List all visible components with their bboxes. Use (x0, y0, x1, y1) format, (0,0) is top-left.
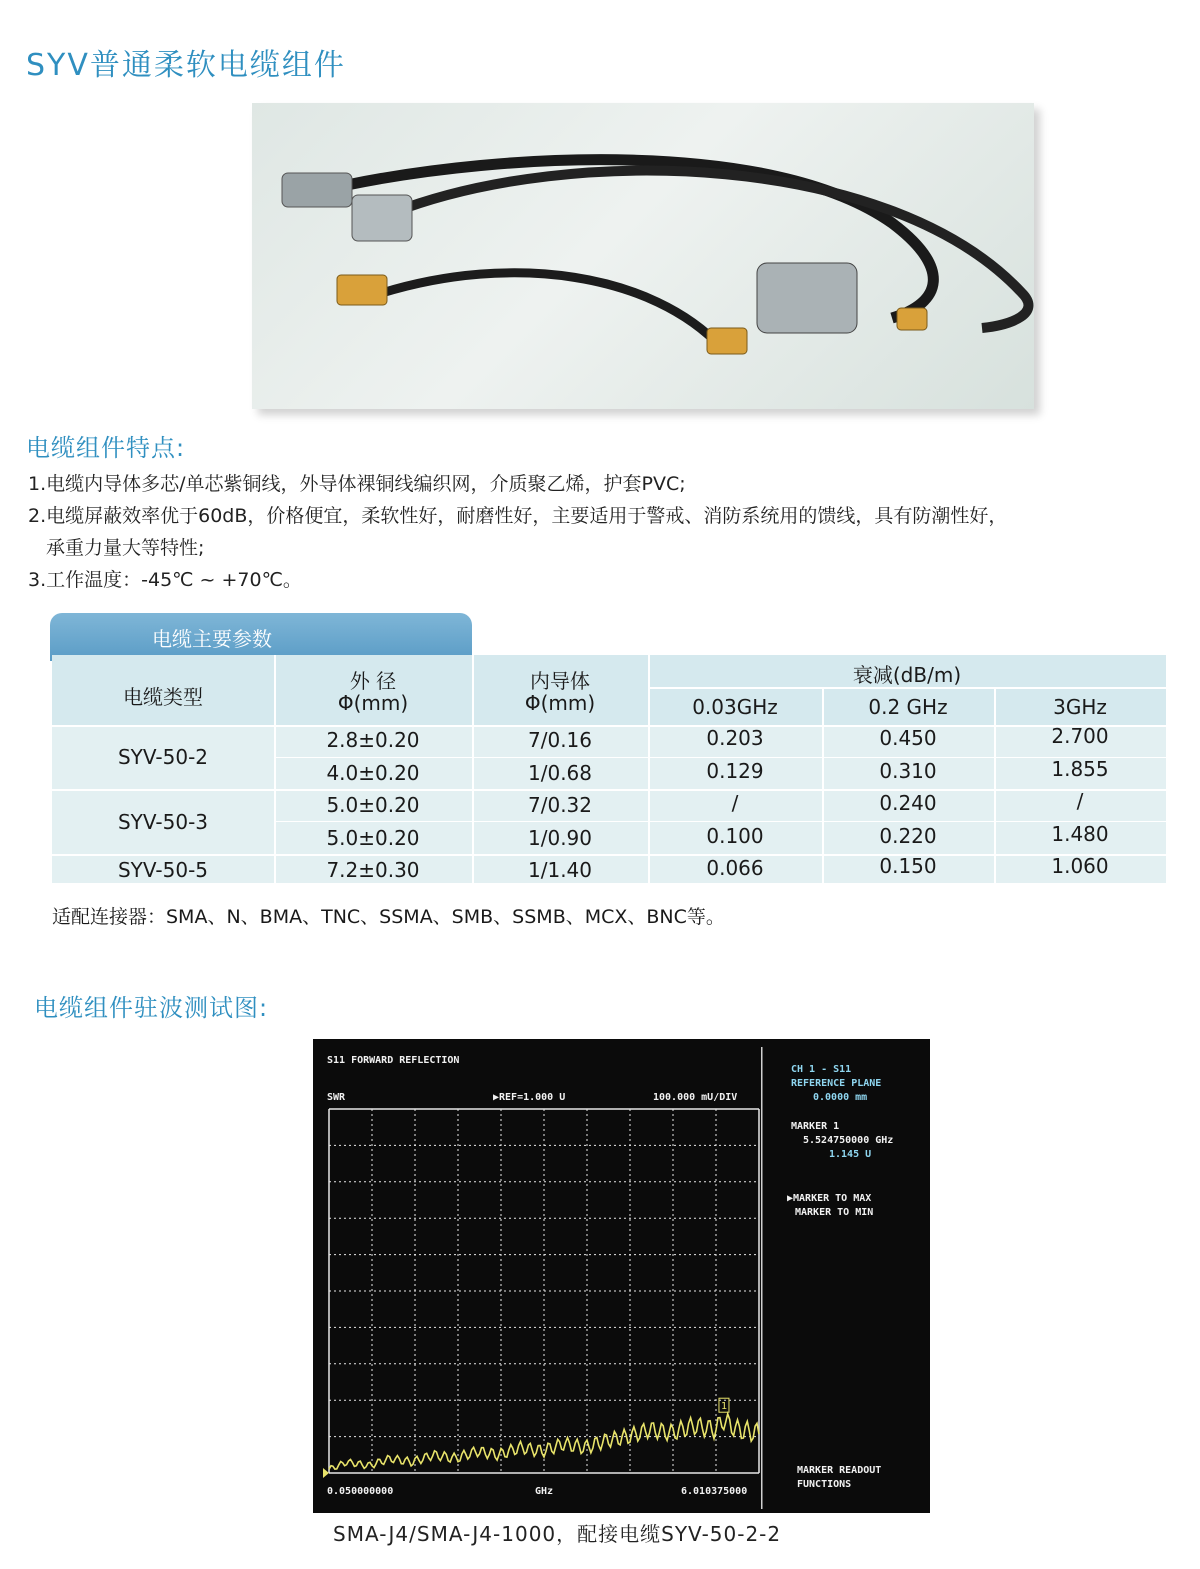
cable-assembly-photo (252, 103, 1034, 409)
scope-scale: 100.000 mU/DIV (653, 1092, 738, 1103)
side-marker: MARKER 1 (791, 1121, 840, 1132)
header-inner-conductor: 内导体 (530, 669, 590, 693)
table-cell-att-02: 0.220 (879, 824, 937, 848)
table-cell-att-3: / (1076, 789, 1084, 813)
cable-type-syv-50-2: SYV-50-2 (117, 745, 209, 769)
table-cell-od: 2.8±0.20 (326, 728, 420, 752)
swr-analyzer-screen (313, 1039, 930, 1513)
side-marker-to-min[interactable]: MARKER TO MIN (795, 1207, 874, 1218)
table-cell-inner: 1/0.68 (528, 761, 592, 785)
header-attenuation: 衰减(dB/m) (852, 663, 962, 687)
page-title: SYV普通柔软电缆组件 (26, 48, 346, 83)
scope-mode: SWR (327, 1092, 346, 1103)
marker-1-label: 1 (720, 1401, 727, 1413)
side-channel: CH 1 - S11 (791, 1064, 852, 1075)
header-outer-diameter: 外 径 (349, 669, 397, 693)
chart-grid (329, 1109, 759, 1473)
feature-item-3: 3.工作温度：-45℃ ~ +70℃。 (28, 569, 302, 591)
table-cell-inner: 1/1.40 (528, 858, 592, 882)
table-cell-od: 4.0±0.20 (326, 761, 420, 785)
table-cell-att-3: 2.700 (1051, 724, 1109, 748)
feature-item-1: 1.电缆内导体多芯/单芯紫铜线，外导体裸铜线编织网，介质聚乙烯，护套PVC; (28, 473, 686, 495)
table-cell-att-003: / (731, 791, 739, 815)
side-marker-freq: 5.524750000 GHz (803, 1135, 894, 1146)
table-cell-att-003: 0.129 (706, 759, 764, 783)
table-cell-inner: 7/0.16 (528, 728, 592, 752)
table-tab-label: 电缆主要参数 (50, 613, 472, 661)
side-ref-plane: REFERENCE PLANE (791, 1078, 882, 1089)
scope-ref: ▶REF=1.000 U (493, 1092, 566, 1103)
table-cell-att-3: 1.855 (1051, 757, 1109, 781)
side-readout-1[interactable]: MARKER READOUT (797, 1465, 882, 1476)
header-cable-type: 电缆类型 (123, 685, 203, 709)
header-freq-02: 0.2 GHz (868, 695, 948, 719)
table-cell-od: 5.0±0.20 (326, 826, 420, 850)
header-freq-003: 0.03GHz (692, 695, 778, 719)
side-marker-to-max[interactable]: ▶MARKER TO MAX (787, 1193, 872, 1204)
feature-item-2: 2.电缆屏蔽效率优于60dB，价格便宜，柔软性好，耐磨性好，主要适用于警戒、消防系统用的馈线，具有防潮性好， (28, 505, 1008, 527)
scope-title: S11 FORWARD REFLECTION (327, 1055, 460, 1066)
table-cell-att-003: 0.203 (706, 726, 764, 750)
table-cell-att-3: 1.480 (1051, 822, 1109, 846)
chart-trace-layer (329, 1414, 759, 1470)
features-heading: 电缆组件特点: (26, 434, 186, 462)
side-ref-plane-value: 0.0000 mm (813, 1092, 868, 1103)
swr-chart (313, 1039, 930, 1513)
table-cell-att-003: 0.100 (706, 824, 764, 848)
table-cell-att-02: 0.240 (879, 791, 937, 815)
compatible-connectors: 适配连接器：SMA、N、BMA、TNC、SSMA、SMB、SSMB、MCX、BNC等。 (52, 906, 725, 928)
scope-start-freq: 0.050000000 (327, 1486, 394, 1497)
swr-trace (329, 1414, 759, 1470)
table-cell-att-003: 0.066 (706, 856, 764, 880)
header-outer-diameter-unit: Φ(mm) (337, 691, 409, 715)
table-cell-inner: 7/0.32 (528, 793, 592, 817)
cable-type-syv-50-5: SYV-50-5 (117, 858, 209, 882)
features-list (28, 468, 1193, 596)
side-marker-value: 1.145 U (829, 1149, 872, 1160)
side-readout-2[interactable]: FUNCTIONS (797, 1479, 852, 1490)
feature-item-2-continued: 承重力量大等特性; (46, 537, 205, 559)
table-cell-att-02: 0.150 (879, 854, 937, 878)
swr-heading: 电缆组件驻波测试图: (34, 994, 269, 1022)
table-cell-od: 7.2±0.30 (326, 858, 420, 882)
header-inner-conductor-unit: Φ(mm) (524, 691, 596, 715)
table-cell-inner: 1/0.90 (528, 826, 592, 850)
scope-stop-freq: 6.010375000 (681, 1486, 748, 1497)
table-cell-att-02: 0.450 (879, 726, 937, 750)
parameter-table (52, 655, 1166, 883)
cable-type-syv-50-3: SYV-50-3 (117, 810, 209, 834)
reference-arrow-icon (323, 1468, 329, 1478)
table-cell-od: 5.0±0.20 (326, 793, 420, 817)
scope-unit: GHz (535, 1486, 554, 1497)
table-cell-att-02: 0.310 (879, 759, 937, 783)
swr-caption: SMA-J4/SMA-J4-1000，配接电缆SYV-50-2-2 (333, 1522, 782, 1546)
table-cell-att-3: 1.060 (1051, 854, 1109, 878)
header-freq-3: 3GHz (1053, 695, 1107, 719)
